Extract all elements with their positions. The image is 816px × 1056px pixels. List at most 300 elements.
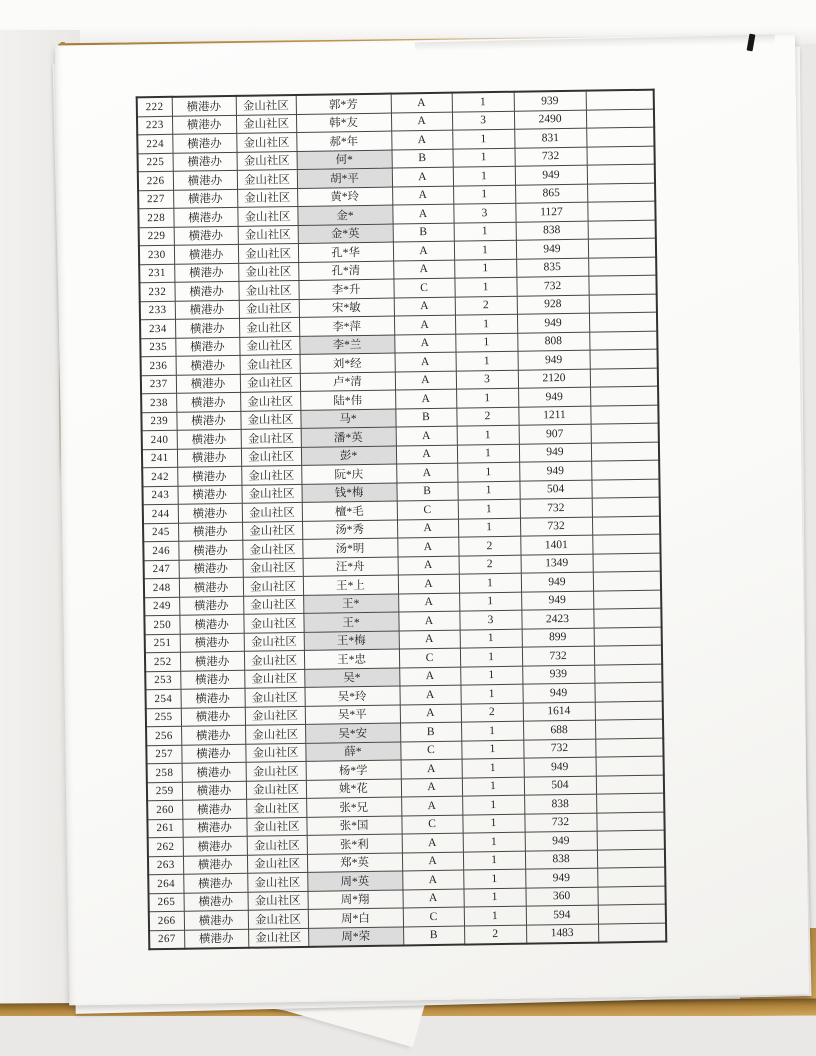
row-number-cell: 253 (145, 671, 180, 690)
amount-cell: 907 (519, 424, 591, 444)
grade-cell: A (395, 389, 456, 408)
name-cell: 郑*英 (307, 852, 402, 872)
community-cell: 金山社区 (248, 909, 308, 928)
office-cell: 横港办 (179, 559, 243, 578)
office-cell: 横港办 (174, 226, 238, 245)
remark-cell (593, 553, 661, 573)
row-number-cell: 264 (148, 874, 183, 893)
community-cell: 金山社区 (246, 761, 306, 780)
grade-cell: A (397, 537, 458, 556)
amount-cell: 1349 (521, 554, 593, 574)
count-cell: 1 (463, 888, 525, 907)
amount-cell: 949 (525, 831, 597, 851)
count-cell: 1 (460, 684, 522, 703)
office-cell: 横港办 (177, 429, 241, 448)
remark-cell (594, 664, 662, 684)
community-cell: 金山社区 (237, 169, 297, 188)
grade-cell: B (393, 223, 454, 242)
community-cell: 金山社区 (246, 780, 306, 799)
name-cell: 李*萍 (299, 316, 394, 336)
amount-cell: 2490 (514, 110, 586, 130)
amount-cell: 1401 (520, 535, 592, 555)
community-cell: 金山社区 (236, 114, 296, 133)
grade-cell: B (400, 722, 461, 741)
office-cell: 横港办 (177, 466, 241, 485)
row-number-cell: 254 (145, 689, 180, 708)
remark-cell (586, 109, 654, 129)
row-number-cell: 236 (141, 356, 176, 375)
grade-cell: C (403, 907, 464, 926)
amount-cell: 949 (518, 350, 590, 370)
name-cell: 王*忠 (304, 649, 399, 669)
count-cell: 3 (453, 203, 515, 222)
remark-cell (591, 423, 659, 443)
count-cell: 1 (452, 148, 514, 167)
name-cell: 韩*友 (296, 113, 391, 133)
count-cell: 1 (459, 573, 521, 592)
name-cell: 阮*庆 (301, 464, 396, 484)
community-cell: 金山社区 (236, 95, 296, 115)
name-cell: 周*英 (307, 871, 402, 891)
name-cell: 李*兰 (299, 335, 394, 355)
row-number-cell: 237 (141, 375, 176, 394)
office-cell: 横港办 (180, 670, 244, 689)
remark-cell (586, 146, 654, 166)
grade-cell: A (395, 352, 456, 371)
row-number-cell: 262 (148, 837, 183, 856)
grade-cell: A (394, 297, 455, 316)
community-cell: 金山社区 (239, 317, 299, 336)
count-cell: 1 (460, 629, 522, 648)
community-cell: 金山社区 (245, 724, 305, 743)
community-cell: 金山社区 (243, 576, 303, 595)
amount-cell: 732 (523, 739, 595, 759)
grade-cell: B (395, 408, 456, 427)
office-cell: 横港办 (176, 355, 240, 374)
row-number-cell: 238 (141, 393, 176, 412)
count-cell: 1 (461, 740, 523, 759)
name-cell: 钱*梅 (301, 483, 396, 503)
office-cell: 横港办 (173, 170, 237, 189)
remark-cell (593, 608, 661, 628)
community-cell: 金山社区 (243, 613, 303, 632)
row-number-cell: 231 (139, 264, 174, 283)
community-cell: 金山社区 (247, 891, 307, 910)
community-cell: 金山社区 (237, 206, 297, 225)
remark-cell (596, 812, 664, 832)
amount-cell: 2423 (521, 609, 593, 629)
name-cell: 郭*芳 (296, 94, 391, 114)
row-number-cell: 265 (149, 893, 184, 912)
community-cell: 金山社区 (247, 854, 307, 873)
row-number-cell: 248 (144, 578, 179, 597)
count-cell: 1 (462, 777, 524, 796)
remark-cell (591, 442, 659, 462)
community-cell: 金山社区 (241, 465, 301, 484)
count-cell: 1 (457, 425, 519, 444)
amount-cell: 1483 (526, 924, 598, 944)
office-cell: 横港办 (179, 614, 243, 633)
amount-cell: 949 (519, 443, 591, 463)
name-cell: 姚*花 (306, 778, 401, 798)
name-cell: 王* (303, 612, 398, 632)
count-cell: 1 (453, 185, 515, 204)
office-cell: 横港办 (183, 873, 247, 892)
remark-cell (588, 220, 656, 240)
name-cell: 周*白 (308, 908, 403, 928)
community-cell: 金山社区 (241, 428, 301, 447)
grade-cell: A (396, 445, 457, 464)
row-number-cell: 229 (139, 227, 174, 246)
grade-cell: A (392, 204, 453, 223)
count-cell: 1 (462, 758, 524, 777)
grade-cell: A (393, 241, 454, 260)
remark-cell (587, 183, 655, 203)
grade-cell: A (395, 371, 456, 390)
community-cell: 金山社区 (238, 262, 298, 281)
count-cell: 1 (462, 814, 524, 833)
count-cell: 1 (457, 444, 519, 463)
row-number-cell: 249 (144, 597, 179, 616)
count-cell: 1 (463, 851, 525, 870)
grade-cell: C (399, 648, 460, 667)
amount-cell: 949 (524, 757, 596, 777)
remark-cell (593, 571, 661, 591)
grade-cell: C (393, 278, 454, 297)
community-cell: 金山社区 (244, 632, 304, 651)
community-cell: 金山社区 (244, 669, 304, 688)
office-cell: 横港办 (178, 522, 242, 541)
remark-cell (595, 701, 663, 721)
amount-cell: 831 (514, 128, 586, 148)
name-cell: 吴*玲 (304, 686, 399, 706)
remark-cell (588, 275, 656, 295)
name-cell: 彭* (301, 446, 396, 466)
count-cell: 1 (461, 721, 523, 740)
count-cell: 1 (463, 832, 525, 851)
remark-cell (595, 719, 663, 739)
remark-cell (598, 923, 666, 943)
office-cell: 横港办 (175, 300, 239, 319)
remark-cell (587, 201, 655, 221)
community-cell: 金山社区 (238, 280, 298, 299)
amount-cell: 732 (524, 813, 596, 833)
remark-cell (596, 775, 664, 795)
community-cell: 金山社区 (247, 872, 307, 891)
community-cell: 金山社区 (239, 336, 299, 355)
remark-cell (590, 368, 658, 388)
remark-cell (598, 904, 666, 924)
count-cell: 1 (455, 333, 517, 352)
amount-cell: 949 (516, 239, 588, 259)
grade-cell: A (402, 833, 463, 852)
grade-cell: A (401, 759, 462, 778)
grade-cell: A (399, 685, 460, 704)
remark-cell (588, 238, 656, 258)
amount-cell: 838 (516, 221, 588, 241)
name-cell: 金* (297, 205, 392, 225)
remark-cell (594, 682, 662, 702)
row-number-cell: 260 (147, 800, 182, 819)
office-cell: 横港办 (178, 540, 242, 559)
community-cell: 金山社区 (243, 558, 303, 577)
name-cell: 何* (297, 150, 392, 170)
office-cell: 横港办 (173, 152, 237, 171)
office-cell: 横港办 (181, 707, 245, 726)
amount-cell: 949 (522, 683, 594, 703)
office-cell: 横港办 (180, 688, 244, 707)
count-cell: 1 (453, 166, 515, 185)
name-cell: 马* (300, 409, 395, 429)
community-cell: 金山社区 (243, 595, 303, 614)
amount-cell: 732 (520, 498, 592, 518)
amount-cell: 594 (526, 905, 598, 925)
office-cell: 横港办 (182, 818, 246, 837)
grade-cell: A (391, 112, 452, 131)
row-number-cell: 252 (145, 652, 180, 671)
amount-cell: 949 (515, 165, 587, 185)
community-cell: 金山社区 (246, 817, 306, 836)
row-number-cell: 247 (144, 560, 179, 579)
count-cell: 2 (458, 536, 520, 555)
grade-cell: A (400, 704, 461, 723)
remark-cell (586, 90, 654, 110)
amount-cell: 1127 (515, 202, 587, 222)
count-cell: 3 (459, 610, 521, 629)
office-cell: 横港办 (180, 651, 244, 670)
grade-cell: B (403, 926, 464, 946)
name-cell: 孔*华 (298, 242, 393, 262)
amount-cell: 1614 (523, 702, 595, 722)
row-number-cell: 250 (144, 615, 179, 634)
name-cell: 潘*英 (301, 427, 396, 447)
name-cell: 周*翔 (307, 889, 402, 909)
community-cell: 金山社区 (244, 687, 304, 706)
count-cell: 2 (461, 703, 523, 722)
office-cell: 横港办 (183, 855, 247, 874)
name-cell: 金*英 (298, 224, 393, 244)
name-cell: 檀*毛 (302, 501, 397, 521)
name-cell: 周*荣 (308, 926, 403, 946)
amount-cell: 688 (523, 720, 595, 740)
community-cell: 金山社区 (242, 502, 302, 521)
office-cell: 横港办 (179, 596, 243, 615)
count-cell: 1 (454, 240, 516, 259)
remark-cell (597, 886, 665, 906)
row-number-cell: 224 (137, 134, 172, 153)
amount-cell: 504 (524, 776, 596, 796)
remark-cell (591, 479, 659, 499)
grade-cell: A (399, 630, 460, 649)
row-number-cell: 258 (147, 763, 182, 782)
amount-cell: 899 (522, 628, 594, 648)
amount-cell: 732 (516, 276, 588, 296)
count-cell: 1 (454, 259, 516, 278)
row-number-cell: 222 (137, 97, 172, 117)
grade-cell: A (393, 260, 454, 279)
office-cell: 横港办 (184, 892, 248, 911)
amount-cell: 1211 (518, 406, 590, 426)
remark-cell (597, 849, 665, 869)
row-number-cell: 230 (139, 245, 174, 264)
count-cell: 2 (464, 925, 526, 945)
amount-cell: 949 (518, 387, 590, 407)
table-body (137, 90, 667, 950)
remark-cell (592, 497, 660, 517)
community-cell: 金山社区 (237, 151, 297, 170)
office-cell: 横港办 (184, 910, 248, 929)
community-cell: 金山社区 (247, 835, 307, 854)
count-cell: 1 (457, 481, 519, 500)
count-cell: 1 (455, 314, 517, 333)
count-cell: 3 (452, 111, 514, 130)
row-number-cell: 243 (142, 486, 177, 505)
office-cell: 横港办 (182, 762, 246, 781)
row-number-cell: 257 (146, 745, 181, 764)
grade-cell: A (397, 519, 458, 538)
count-cell: 1 (456, 388, 518, 407)
office-cell: 横港办 (173, 189, 237, 208)
office-cell: 横港办 (182, 781, 246, 800)
grade-cell: A (392, 186, 453, 205)
community-cell: 金山社区 (242, 521, 302, 540)
grade-cell: A (399, 667, 460, 686)
community-cell: 金山社区 (240, 410, 300, 429)
remark-cell (592, 534, 660, 554)
count-cell: 2 (455, 296, 517, 315)
amount-cell: 939 (514, 91, 586, 111)
grade-cell: A (396, 463, 457, 482)
grade-cell: A (394, 315, 455, 334)
office-cell: 横港办 (182, 799, 246, 818)
office-cell: 横港办 (177, 448, 241, 467)
name-cell: 宋*敏 (299, 298, 394, 318)
office-cell: 横港办 (176, 392, 240, 411)
count-cell: 1 (454, 277, 516, 296)
office-cell: 横港办 (174, 281, 238, 300)
amount-cell: 949 (519, 461, 591, 481)
remark-cell (597, 830, 665, 850)
amount-cell: 504 (519, 480, 591, 500)
remark-cell (588, 257, 656, 277)
count-cell: 1 (458, 499, 520, 518)
community-cell: 金山社区 (240, 373, 300, 392)
name-cell: 张*国 (306, 815, 401, 835)
row-number-cell: 235 (140, 338, 175, 357)
remark-cell (596, 756, 664, 776)
community-cell: 金山社区 (241, 447, 301, 466)
office-cell: 横港办 (175, 318, 239, 337)
community-cell: 金山社区 (240, 354, 300, 373)
community-cell: 金山社区 (241, 484, 301, 503)
amount-cell: 928 (517, 295, 589, 315)
amount-cell: 939 (522, 665, 594, 685)
records-table (136, 89, 668, 951)
count-cell: 2 (456, 407, 518, 426)
remark-cell (597, 867, 665, 887)
office-cell: 横港办 (179, 577, 243, 596)
row-number-cell: 256 (146, 726, 181, 745)
count-cell: 1 (462, 795, 524, 814)
name-cell: 张*利 (307, 834, 402, 854)
amount-cell: 949 (521, 572, 593, 592)
remark-cell (589, 331, 657, 351)
name-cell: 王* (303, 594, 398, 614)
office-cell: 横港办 (181, 744, 245, 763)
community-cell: 金山社区 (239, 299, 299, 318)
row-number-cell: 245 (143, 523, 178, 542)
remark-cell (593, 590, 661, 610)
name-cell: 薛* (305, 741, 400, 761)
office-cell: 横港办 (172, 96, 236, 116)
row-number-cell: 227 (138, 190, 173, 209)
name-cell: 陆*伟 (300, 390, 395, 410)
remark-cell (590, 405, 658, 425)
row-number-cell: 246 (143, 541, 178, 560)
remark-cell (594, 627, 662, 647)
row-number-cell: 251 (145, 634, 180, 653)
row-number-cell: 234 (140, 319, 175, 338)
amount-cell: 838 (524, 794, 596, 814)
row-number-cell: 241 (142, 449, 177, 468)
remark-cell (592, 516, 660, 536)
grade-cell: A (401, 778, 462, 797)
community-cell: 金山社区 (245, 706, 305, 725)
amount-cell: 732 (520, 517, 592, 537)
name-cell: 王*梅 (304, 631, 399, 651)
community-cell: 金山社区 (248, 928, 308, 948)
amount-cell: 360 (525, 887, 597, 907)
remark-cell (586, 127, 654, 147)
document-page (55, 35, 809, 1006)
count-cell: 1 (463, 869, 525, 888)
row-number-cell: 259 (147, 782, 182, 801)
community-cell: 金山社区 (237, 188, 297, 207)
name-cell: 汤*明 (302, 538, 397, 558)
office-cell: 横港办 (177, 485, 241, 504)
grade-cell: A (398, 574, 459, 593)
name-cell: 吴* (304, 668, 399, 688)
name-cell: 李*升 (298, 279, 393, 299)
grade-cell: A (391, 130, 452, 149)
row-number-cell: 255 (146, 708, 181, 727)
name-cell: 张*兄 (306, 797, 401, 817)
row-number-cell: 263 (148, 856, 183, 875)
office-cell: 横港办 (176, 411, 240, 430)
community-cell: 金山社区 (240, 391, 300, 410)
grade-cell: A (398, 593, 459, 612)
name-cell: 刘*经 (300, 353, 395, 373)
grade-cell: A (402, 870, 463, 889)
grade-cell: C (401, 815, 462, 834)
name-cell: 汪*舟 (303, 557, 398, 577)
count-cell: 2 (459, 555, 521, 574)
row-number-cell: 225 (138, 153, 173, 172)
office-cell: 横港办 (181, 725, 245, 744)
grade-cell: A (402, 889, 463, 908)
row-number-cell: 242 (142, 467, 177, 486)
name-cell: 郝*年 (296, 131, 391, 151)
amount-cell: 838 (525, 850, 597, 870)
grade-cell: A (402, 852, 463, 871)
office-cell: 横港办 (178, 503, 242, 522)
name-cell: 杨*学 (306, 760, 401, 780)
office-cell: 横港办 (173, 207, 237, 226)
office-cell: 横港办 (174, 244, 238, 263)
name-cell: 吴*安 (305, 723, 400, 743)
amount-cell: 732 (522, 646, 594, 666)
name-cell: 卢*清 (300, 372, 395, 392)
